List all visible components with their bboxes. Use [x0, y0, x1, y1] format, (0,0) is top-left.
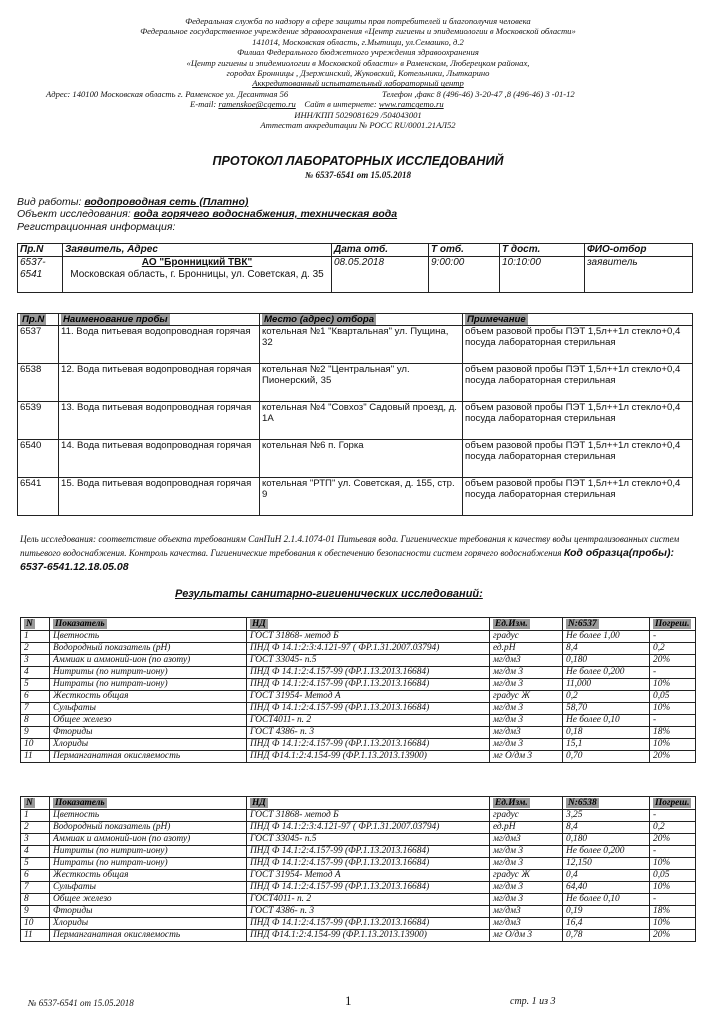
- result-row-number: 7: [21, 703, 50, 715]
- result-method: ГОСТ 33045- п.5: [247, 655, 490, 667]
- results-header: N: [26, 619, 33, 629]
- sample-name: 15. Вода питьевая водопроводная горячая: [59, 478, 260, 516]
- result-error: 20%: [650, 930, 696, 942]
- result-row-number: 5: [21, 679, 50, 691]
- table-row: [21, 810, 696, 822]
- result-method: ГОСТ 31954- Метод А: [247, 691, 490, 703]
- table-row: [21, 655, 696, 667]
- result-unit: градус Ж: [490, 691, 563, 703]
- results-body-6537: [21, 631, 696, 763]
- result-row-number: 6: [21, 691, 50, 703]
- result-value: 11,000: [563, 679, 650, 691]
- table-row: [21, 727, 696, 739]
- object-line: [17, 208, 397, 220]
- result-value: Не более 0,10: [563, 715, 650, 727]
- result-method: ГОСТ 31868- метод Б: [247, 631, 490, 643]
- site-label: Сайт в интернете:: [304, 99, 377, 110]
- result-value: 0,180: [563, 655, 650, 667]
- result-error: -: [650, 810, 696, 822]
- result-row-number: 8: [21, 715, 50, 727]
- result-row-number: 3: [21, 834, 50, 846]
- accreditation: Аттестат аккредитации № РОСС RU/0001.21АЛ52: [260, 120, 456, 131]
- result-row-number: 10: [21, 739, 50, 751]
- table-row: [21, 822, 696, 834]
- result-error: -: [650, 715, 696, 727]
- email-link[interactable]: ramenskoe@cgemo.ru: [218, 99, 296, 110]
- reg-header: Пр.N: [18, 244, 63, 257]
- footer-page-mark: 1: [345, 993, 352, 1008]
- result-row-number: 5: [21, 858, 50, 870]
- result-row-number: 4: [21, 846, 50, 858]
- sample-name: 13. Вода питьевая водопроводная горячая: [59, 402, 260, 440]
- sample-note: объем разовой пробы ПЭТ 1,5л++1л стекло+0,4 посуда лабораторная стерильная: [463, 478, 693, 516]
- purpose-text: Цель исследования: соответствие объекта требованиям СанПиН 2.1.4.1074-01 Питьевая вода. Гигиенические требования к качеству воды централизованных систем питьевого водоснабжения. Контроль качества. Гигиенические требования к обеспечению безопасности систем горячего водоснабжения: [20, 534, 680, 558]
- results-table-6538: [20, 796, 696, 942]
- result-value: 0,180: [563, 834, 650, 846]
- result-value: 0,19: [563, 906, 650, 918]
- table-row: [21, 643, 696, 655]
- result-error: 18%: [650, 727, 696, 739]
- result-unit: мг/дм3: [490, 727, 563, 739]
- reg-header: ФИО-отбор: [585, 244, 693, 257]
- email-label: E-mail:: [190, 99, 217, 110]
- result-method: ГОСТ 31868- метод Б: [247, 810, 490, 822]
- result-unit: мг/дм 3: [490, 846, 563, 858]
- result-unit: мг/дм 3: [490, 703, 563, 715]
- sample-n: 6541: [18, 478, 59, 516]
- letterhead: [0, 16, 716, 130]
- result-indicator: Аммиак и аммоний-ион (по азоту): [50, 834, 247, 846]
- result-error: 20%: [650, 751, 696, 763]
- result-unit: ед.рН: [490, 643, 563, 655]
- samples-header: Место (адрес) отбора: [264, 314, 375, 325]
- object-value: вода горячего водоснабжения, техническая вода: [133, 208, 398, 220]
- result-method: ГОСТ 4386- п. 3: [247, 727, 490, 739]
- result-error: 10%: [650, 918, 696, 930]
- result-method: ПНД Ф 14.1:2:4.157-99 (ФР.1.13.2013.16684): [247, 858, 490, 870]
- result-unit: мг/дм3: [490, 834, 563, 846]
- work-type-line: [17, 196, 248, 208]
- table-row: [21, 703, 696, 715]
- reg-header: Т дост.: [500, 244, 585, 257]
- reg-header: Заявитель, Адрес: [63, 244, 332, 257]
- table-row: [21, 631, 696, 643]
- result-value: 15,1: [563, 739, 650, 751]
- result-error: 20%: [650, 655, 696, 667]
- result-value: 0,18: [563, 727, 650, 739]
- result-indicator: Нитраты (по нитрат-иону): [50, 858, 247, 870]
- result-error: 10%: [650, 703, 696, 715]
- work-label: Вид работы:: [17, 196, 82, 208]
- result-indicator: Хлориды: [50, 918, 247, 930]
- header-line-4: Филиал Федерального бюджетного учреждения здравоохранения: [237, 47, 479, 58]
- result-unit: мг/дм 3: [490, 858, 563, 870]
- result-error: 0,2: [650, 643, 696, 655]
- footer-page-count: стр. 1 из 3: [510, 996, 556, 1007]
- reg-t-delivery: 10:10:00: [500, 257, 585, 293]
- result-row-number: 11: [21, 930, 50, 942]
- result-error: -: [650, 631, 696, 643]
- sample-name: 14. Вода питьевая водопроводная горячая: [59, 440, 260, 478]
- sample-name: 11. Вода питьевая водопроводная горячая: [59, 326, 260, 364]
- result-value: Не более 0,10: [563, 894, 650, 906]
- table-row: [21, 906, 696, 918]
- address: Адрес: 140100 Московская область г. Раменское ул. Десантная 56: [46, 88, 289, 99]
- sample-place: котельная "РТП" ул. Советская, д. 155, стр. 9: [260, 478, 463, 516]
- header-line-1: Федеральная служба по надзору в сфере защиты прав потребителей и благополучия человека: [185, 16, 531, 26]
- result-method: ГОСТ4011- п. 2: [247, 715, 490, 727]
- result-unit: градус: [490, 631, 563, 643]
- footer-protocol-number: № 6537-6541 от 15.05.2018: [28, 998, 134, 1008]
- sample-note: объем разовой пробы ПЭТ 1,5л++1л стекло+0,4 посуда лабораторная стерильная: [463, 402, 693, 440]
- result-error: 10%: [650, 858, 696, 870]
- sample-place: котельная №4 "Совхоз" Садовый проезд, д. 1А: [260, 402, 463, 440]
- result-indicator: Сульфаты: [50, 703, 247, 715]
- result-value: 3,25: [563, 810, 650, 822]
- result-row-number: 1: [21, 810, 50, 822]
- result-value: Не более 0,200: [563, 667, 650, 679]
- sample-n: 6537: [18, 326, 59, 364]
- address-row: [0, 89, 716, 99]
- result-error: 10%: [650, 679, 696, 691]
- header-line-5: «Центр гигиены и эпидемиологии в Московской области» в Раменском, Люберецком районах,: [186, 57, 530, 68]
- result-indicator: Нитраты (по нитрат-иону): [50, 679, 247, 691]
- reg-applicant-cell: [63, 257, 332, 293]
- purpose-paragraph: [20, 532, 700, 574]
- result-method: ГОСТ4011- п. 2: [247, 894, 490, 906]
- reg-applicant: АО "Бронницкий ТВК": [141, 257, 253, 268]
- result-unit: мг/дм 3: [490, 882, 563, 894]
- result-indicator: Цветность: [50, 631, 247, 643]
- result-method: ГОСТ 31954- Метод А: [247, 870, 490, 882]
- samples-header: Наименование пробы: [63, 314, 168, 325]
- table-row: [18, 440, 693, 478]
- result-indicator: Жесткость общая: [50, 870, 247, 882]
- table-row: [21, 858, 696, 870]
- result-indicator: Фториды: [50, 727, 247, 739]
- result-method: ПНД Ф 14.1:2:4.157-99 (ФР.1.13.2013.16684): [247, 846, 490, 858]
- sample-note: объем разовой пробы ПЭТ 1,5л++1л стекло+0,4 посуда лабораторная стерильная: [463, 326, 693, 364]
- result-method: ПНД Ф 14.1:2:3:4.121-97 ( ФР.1.31.2007.03794): [247, 822, 490, 834]
- inn: ИНН/КПП 5029081629 /504043001: [294, 109, 422, 120]
- sample-n: 6538: [18, 364, 59, 402]
- table-row: [18, 364, 693, 402]
- result-unit: мг/дм 3: [490, 715, 563, 727]
- result-method: ПНД Ф 14.1:2:4.157-99 (ФР.1.13.2013.16684): [247, 703, 490, 715]
- result-value: 0,78: [563, 930, 650, 942]
- result-row-number: 6: [21, 870, 50, 882]
- result-row-number: 2: [21, 822, 50, 834]
- result-unit: градус: [490, 810, 563, 822]
- result-row-number: 8: [21, 894, 50, 906]
- result-value: 0,2: [563, 691, 650, 703]
- result-value: 58,70: [563, 703, 650, 715]
- results-title: Результаты санитарно-гигиенических исследований:: [175, 588, 483, 600]
- table-row: [21, 679, 696, 691]
- results-body-6538: [21, 810, 696, 942]
- result-unit: ед.рН: [490, 822, 563, 834]
- result-unit: мг/дм3: [490, 918, 563, 930]
- result-indicator: Нитриты (по нитрит-иону): [50, 846, 247, 858]
- sample-place: котельная №6 п. Горка: [260, 440, 463, 478]
- reg-t-sample: 9:00:00: [429, 257, 500, 293]
- result-value: 8,4: [563, 643, 650, 655]
- results-header: НД: [252, 798, 266, 808]
- sample-code: Код образца(пробы): 6537-6541.12.18.05.08: [20, 547, 674, 573]
- sample-n: 6540: [18, 440, 59, 478]
- header-line-6: городах Бронницы , Дзержинский, Жуковский, Котельники, Лыткарино: [226, 68, 490, 79]
- table-row: [21, 691, 696, 703]
- result-value: Не более 1,00: [563, 631, 650, 643]
- results-header: НД: [252, 619, 266, 629]
- table-row: [21, 894, 696, 906]
- result-indicator: Цветность: [50, 810, 247, 822]
- reg-address: Московская область, г. Бронницы, ул. Советская, д. 35: [70, 269, 324, 280]
- result-indicator: Фториды: [50, 906, 247, 918]
- samples-table: [17, 313, 693, 516]
- result-value: 8,4: [563, 822, 650, 834]
- result-row-number: 3: [21, 655, 50, 667]
- header-line-7: Аккредитованный испытательный лабораторный центр: [252, 78, 464, 89]
- result-value: 12,150: [563, 858, 650, 870]
- result-unit: мг/дм3: [490, 655, 563, 667]
- result-value: 0,4: [563, 870, 650, 882]
- sample-place: котельная №1 "Квартальная" ул. Пущина, 32: [260, 326, 463, 364]
- results-header: Погреш.: [655, 619, 690, 629]
- result-method: ПНД Ф 14.1:2:4.157-99 (ФР.1.13.2013.16684): [247, 882, 490, 894]
- result-method: ПНД Ф 14.1:2:4.157-99 (ФР.1.13.2013.16684): [247, 739, 490, 751]
- results-header: Погреш.: [655, 798, 690, 808]
- reg-pr-n: 6537-6541: [18, 257, 63, 293]
- result-unit: мг/дм 3: [490, 894, 563, 906]
- result-method: ПНД Ф 14.1:2:4.157-99 (ФР.1.13.2013.16684): [247, 667, 490, 679]
- samples-header: Пр.N: [22, 314, 45, 325]
- result-error: 10%: [650, 739, 696, 751]
- result-error: 0,05: [650, 691, 696, 703]
- result-row-number: 9: [21, 906, 50, 918]
- result-method: ПНД Ф14.1:2:4.154-99 (ФР.1.13.2013.13900): [247, 930, 490, 942]
- header-line-2: Федеральное государственное учреждение здравоохранения «Центр гигиены и эпидемиологии в Московской области»: [140, 26, 576, 37]
- table-row: [21, 751, 696, 763]
- table-row: [21, 918, 696, 930]
- results-header: Ед.Изм.: [495, 619, 528, 629]
- reg-header: Т отб.: [429, 244, 500, 257]
- result-method: ПНД Ф 14.1:2:3:4.121-97 ( ФР.1.31.2007.03794): [247, 643, 490, 655]
- protocol-number: № 6537-6541 от 15.05.2018: [305, 170, 411, 180]
- result-unit: градус Ж: [490, 870, 563, 882]
- table-row: [21, 882, 696, 894]
- result-error: -: [650, 894, 696, 906]
- site-link[interactable]: www.ramcgemo.ru: [378, 99, 444, 110]
- reg-header: Дата отб.: [332, 244, 429, 257]
- results-table-6537: [20, 617, 696, 763]
- table-row: [21, 834, 696, 846]
- result-indicator: Водородный показатель (рН): [50, 643, 247, 655]
- samples-header: Примечание: [467, 314, 526, 325]
- result-row-number: 10: [21, 918, 50, 930]
- result-indicator: Хлориды: [50, 739, 247, 751]
- result-unit: мг/дм 3: [490, 739, 563, 751]
- table-row: [21, 739, 696, 751]
- result-method: ПНД Ф 14.1:2:4.157-99 (ФР.1.13.2013.16684): [247, 918, 490, 930]
- sample-n: 6539: [18, 402, 59, 440]
- results-header: Показатель: [55, 619, 105, 629]
- result-indicator: Общее железо: [50, 894, 247, 906]
- result-indicator: Водородный показатель (рН): [50, 822, 247, 834]
- table-row: [21, 846, 696, 858]
- result-value: 64,40: [563, 882, 650, 894]
- object-label: Объект исследования:: [17, 208, 131, 220]
- header-line-3: 141014, Московская область, г.Мытищи, ул.Семашко, д.2: [252, 36, 464, 47]
- result-indicator: Перманганатная окисляемость: [50, 930, 247, 942]
- result-row-number: 7: [21, 882, 50, 894]
- result-method: ГОСТ 33045- п.5: [247, 834, 490, 846]
- phone: Телефон ,факс 8 (496-46) 3-20-47 ,8 (496-46) 3 -01-12: [382, 88, 575, 99]
- result-row-number: 11: [21, 751, 50, 763]
- results-header: N: [26, 798, 33, 808]
- table-row: [18, 326, 693, 364]
- result-indicator: Аммиак и аммоний-ион (по азоту): [50, 655, 247, 667]
- result-row-number: 4: [21, 667, 50, 679]
- reg-label: Регистрационная информация:: [17, 221, 176, 233]
- table-row: [21, 715, 696, 727]
- result-method: ПНД Ф14.1:2:4.154-99 (ФР.1.13.2013.13900): [247, 751, 490, 763]
- result-error: 10%: [650, 882, 696, 894]
- results-header: N:6538: [568, 798, 597, 808]
- result-unit: мг О/дм 3: [490, 751, 563, 763]
- sample-note: объем разовой пробы ПЭТ 1,5л++1л стекло+0,4 посуда лабораторная стерильная: [463, 364, 693, 402]
- reg-sampler: заявитель: [585, 257, 693, 293]
- result-method: ПНД Ф 14.1:2:4.157-99 (ФР.1.13.2013.16684): [247, 679, 490, 691]
- result-error: 18%: [650, 906, 696, 918]
- sample-place: котельная №2 "Центральная" ул. Пионерский, 35: [260, 364, 463, 402]
- work-value: водопроводная сеть (Платно): [84, 196, 249, 208]
- sample-note: объем разовой пробы ПЭТ 1,5л++1л стекло+0,4 посуда лабораторная стерильная: [463, 440, 693, 478]
- result-indicator: Нитриты (по нитрит-иону): [50, 667, 247, 679]
- result-method: ГОСТ 4386- п. 3: [247, 906, 490, 918]
- registration-table: [17, 243, 693, 293]
- result-error: 20%: [650, 834, 696, 846]
- result-error: 0,05: [650, 870, 696, 882]
- result-value: 16,4: [563, 918, 650, 930]
- result-value: 0,70: [563, 751, 650, 763]
- result-indicator: Сульфаты: [50, 882, 247, 894]
- result-unit: мг/дм 3: [490, 667, 563, 679]
- result-row-number: 1: [21, 631, 50, 643]
- results-header: Ед.Изм.: [495, 798, 528, 808]
- contact-row: [0, 99, 716, 109]
- result-error: -: [650, 667, 696, 679]
- result-indicator: Общее железо: [50, 715, 247, 727]
- table-row: [21, 667, 696, 679]
- page-title: ПРОТОКОЛ ЛАБОРАТОРНЫХ ИССЛЕДОВАНИЙ: [212, 154, 504, 168]
- result-unit: мг/дм 3: [490, 679, 563, 691]
- result-unit: мг/дм3: [490, 906, 563, 918]
- sample-name: 12. Вода питьевая водопроводная горячая: [59, 364, 260, 402]
- table-row: [21, 870, 696, 882]
- results-header: Показатель: [55, 798, 105, 808]
- result-row-number: 9: [21, 727, 50, 739]
- result-row-number: 2: [21, 643, 50, 655]
- result-error: -: [650, 846, 696, 858]
- result-unit: мг О/дм 3: [490, 930, 563, 942]
- results-header: N:6537: [568, 619, 597, 629]
- table-row: [18, 478, 693, 516]
- result-value: Не более 0,200: [563, 846, 650, 858]
- result-indicator: Жесткость общая: [50, 691, 247, 703]
- reg-date: 08.05.2018: [332, 257, 429, 293]
- result-error: 0,2: [650, 822, 696, 834]
- table-row: [18, 402, 693, 440]
- table-row: [21, 930, 696, 942]
- result-indicator: Перманганатная окисляемость: [50, 751, 247, 763]
